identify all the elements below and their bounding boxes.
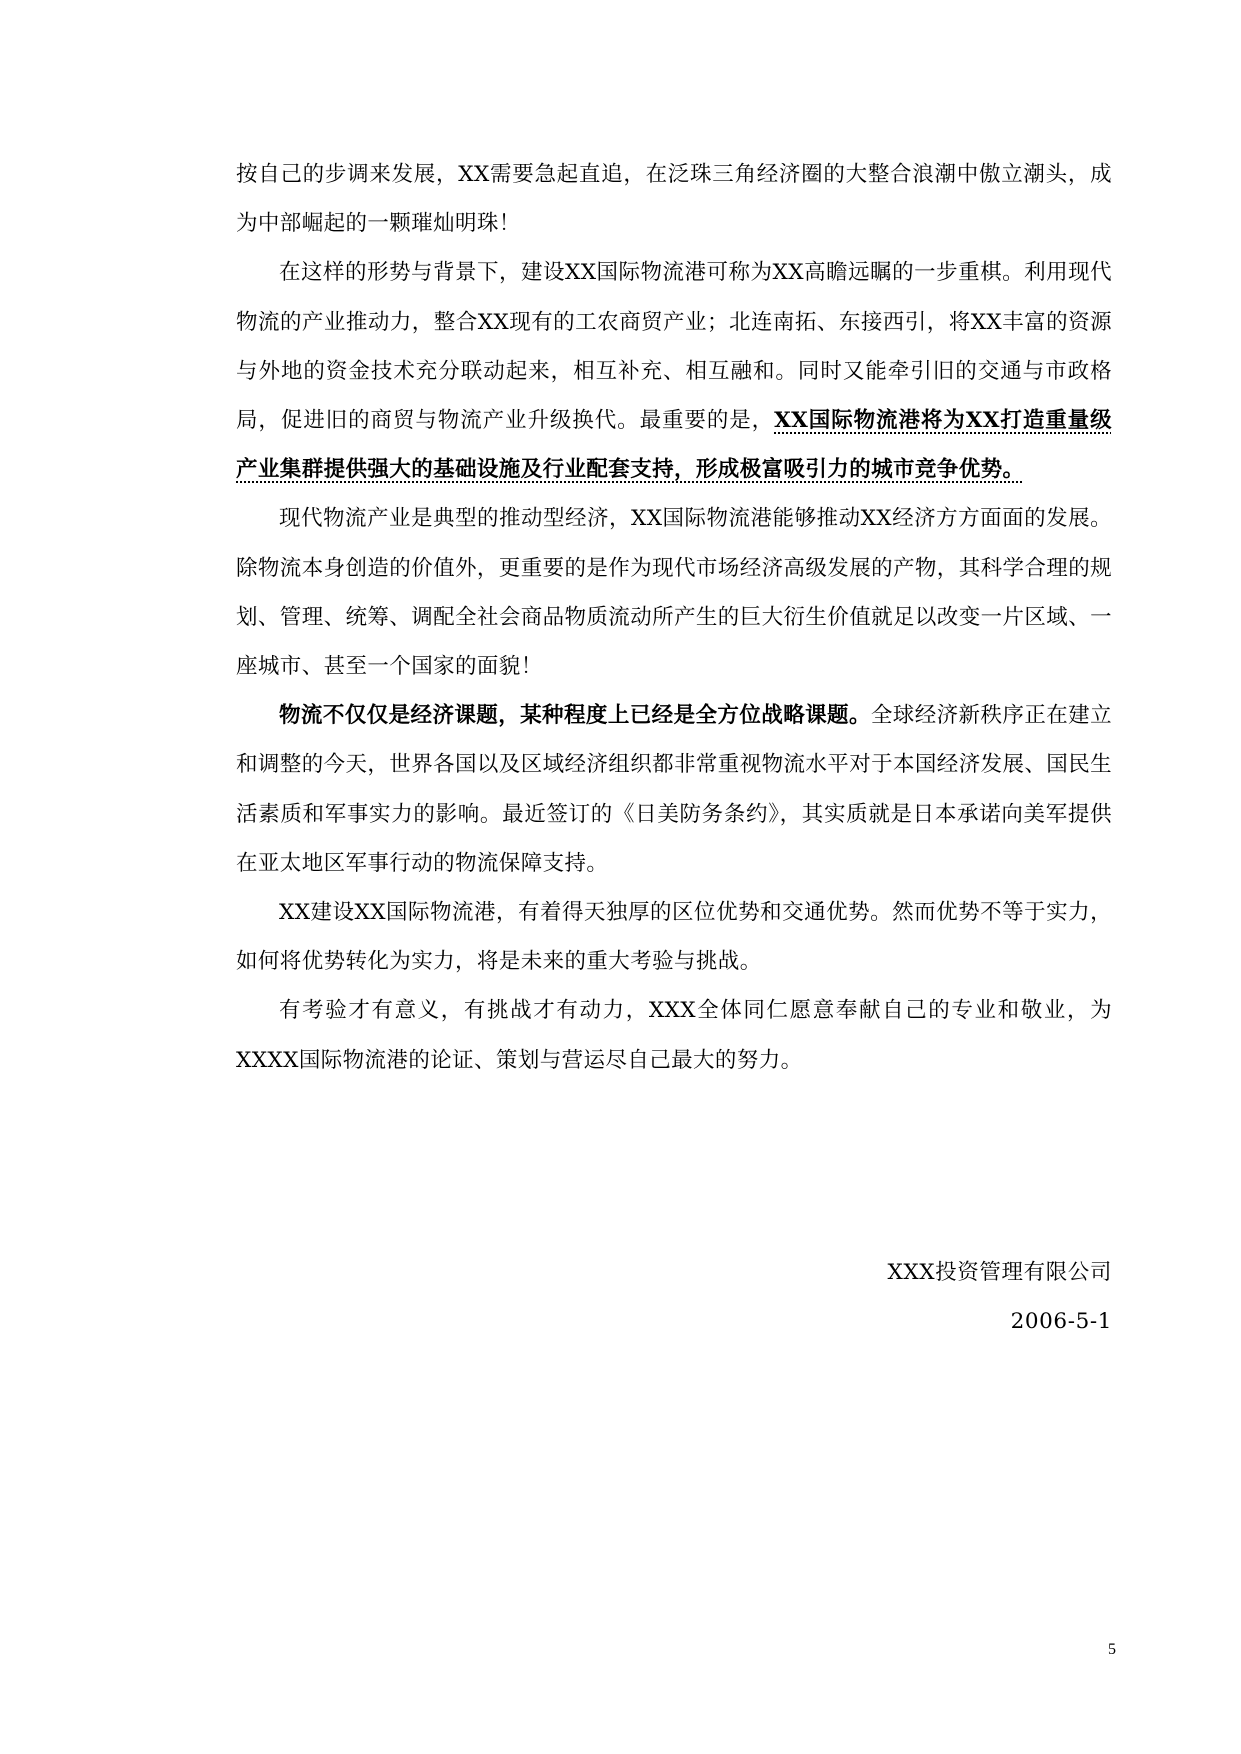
paragraph-2 [236,248,1112,494]
signature-date: 2006-5-1 [1010,1309,1112,1335]
signature-block [887,1248,1112,1346]
paragraph-4-text: 全球经济新秩序正在建立和调整的今天，世界各国以及区域经济组织都非常重视物流水平对于本国经济发展、国民生活素质和军事实力的影响。最近签订的《日美防务条约》，其实质就是日本承诺向美军提供在亚太地区军事行动的物流保障支持。 [236,703,1113,876]
paragraph-6-text: 有考验才有意义，有挑战才有动力，XXX全体同仁愿意奉献自己的专业和敬业，为XXXX国际物流港的论证、策划与营运尽自己最大的努力。 [236,998,1112,1073]
page-number: 5 [1108,1641,1116,1658]
paragraph-3 [236,494,1112,691]
paragraph-5-text: XX建设XX国际物流港，有着得天独厚的区位优势和交通优势。然而优势不等于实力，如何将优势转化为实力，将是未来的重大考验与挑战。 [236,900,1112,975]
paragraph-4-emphasis: 物流不仅仅是经济课题，某种程度上已经是全方位战略课题。 [279,703,871,729]
document-body [236,150,1112,1085]
paragraph-3-text: 现代物流产业是典型的推动型经济，XX国际物流港能够推动XX经济方方面面的发展。除物流本身创造的价值外，更重要的是作为现代市场经济高级发展的产物，其科学合理的规划、管理、统筹、调配全社会商品物质流动所产生的巨大衍生价值就足以改变一片区域、一座城市、甚至一个国家的面貌！ [236,506,1113,680]
signature-company: XXX投资管理有限公司 [887,1260,1112,1285]
paragraph-1-text: 按自己的步调来发展，XX需要急起直追，在泛珠三角经济圈的大整合浪潮中傲立潮头，成为中部崛起的一颗璀灿明珠！ [236,162,1112,237]
paragraph-4 [236,691,1112,888]
paragraph-1 [236,150,1112,248]
paragraph-5 [236,888,1112,986]
paragraph-2-text: 在这样的形势与背景下，建设XX国际物流港可称为XX高瞻远瞩的一步重棋。利用现代物流的产业推动力，整合XX现有的工农商贸产业；北连南拓、东接西引，将XX丰富的资源与外地的资金技术充分联动起来，相互补充、相互融和。同时又能牵引旧的交通与市政格局，促进旧的商贸与物流产业升级换代。最重要的是， [236,260,1112,434]
paragraph-6 [236,986,1112,1084]
paragraph-2-emphasis: XX国际物流港将为XX打造重量级产业集群提供强大的基础设施及行业配套支持，形成极富吸引力的城市竞争优势。 [236,408,1112,483]
